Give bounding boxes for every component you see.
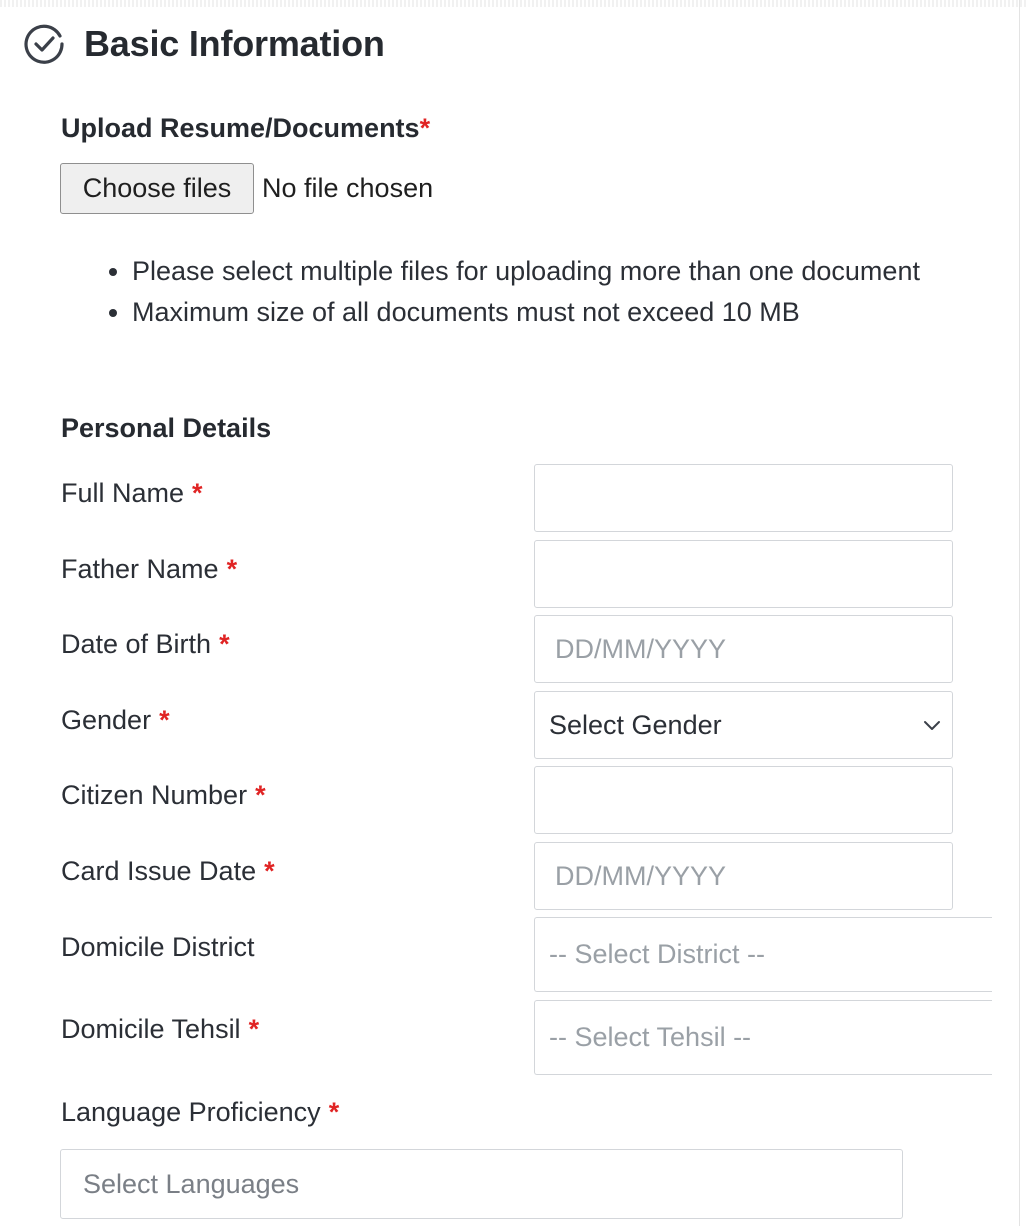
father-name-label <box>61 554 237 585</box>
personal-details-title: Personal Details <box>61 413 272 443</box>
required-mark: * <box>248 1014 260 1044</box>
chevron-down-icon <box>922 715 942 735</box>
district-select-placeholder: -- Select District -- <box>549 939 765 969</box>
full-name-label-text: Full Name <box>61 478 185 508</box>
upload-notes <box>104 251 922 333</box>
card-issue-date-label <box>61 856 275 887</box>
upload-note: • Please select multiple files for uploading more than one document <box>132 251 922 292</box>
citizen-number-label <box>61 780 266 811</box>
panel-border <box>1019 0 1020 1226</box>
card-issue-date-label-text: Card Issue Date <box>61 856 257 886</box>
language-proficiency-label <box>61 1097 339 1128</box>
gender-label-text: Gender <box>61 705 152 735</box>
required-mark: * <box>255 780 266 810</box>
required-mark: * <box>192 478 203 508</box>
required-mark: * <box>226 554 238 584</box>
check-circle-icon <box>22 22 66 66</box>
dob-label-text: Date of Birth <box>61 629 212 659</box>
language-multiselect-placeholder: Select Languages <box>83 1168 300 1199</box>
tehsil-select[interactable] <box>534 1000 992 1075</box>
required-mark: * <box>419 113 431 143</box>
district-select[interactable] <box>534 917 992 992</box>
upload-label-text: Upload Resume/Documents <box>61 113 420 143</box>
domicile-district-label-text: Domicile District <box>61 932 255 962</box>
file-status: No file chosen <box>262 173 434 203</box>
gender-label <box>61 705 170 736</box>
gender-select[interactable] <box>534 691 953 759</box>
required-mark: * <box>159 705 170 735</box>
father-name-input[interactable] <box>534 540 953 608</box>
domicile-tehsil-label-text: Domicile Tehsil <box>61 1014 241 1044</box>
section-title: Basic Information <box>84 23 385 64</box>
dob-input[interactable] <box>534 615 953 683</box>
domicile-district-label <box>61 932 255 963</box>
tehsil-select-placeholder: -- Select Tehsil -- <box>549 1022 752 1052</box>
upload-label <box>61 113 430 144</box>
gender-select-value: Select Gender <box>549 709 722 740</box>
section-header <box>22 22 385 66</box>
required-mark: * <box>264 856 275 886</box>
dob-label <box>61 629 230 660</box>
father-name-label-text: Father Name <box>61 554 219 584</box>
required-mark: * <box>219 629 230 659</box>
citizen-number-label-text: Citizen Number <box>61 780 248 810</box>
upload-note: • Maximum size of all documents must not exceed 10 MB <box>132 292 922 333</box>
language-proficiency-label-text: Language Proficiency <box>61 1097 321 1127</box>
top-divider <box>0 0 1026 7</box>
choose-files-button[interactable]: Choose files <box>60 163 254 214</box>
full-name-input[interactable] <box>534 464 953 532</box>
file-input <box>60 163 433 214</box>
domicile-tehsil-label <box>61 1014 259 1045</box>
card-issue-date-input[interactable] <box>534 842 953 910</box>
language-multiselect[interactable] <box>60 1149 903 1219</box>
citizen-number-input[interactable] <box>534 766 953 834</box>
full-name-label <box>61 478 203 509</box>
required-mark: * <box>328 1097 340 1127</box>
